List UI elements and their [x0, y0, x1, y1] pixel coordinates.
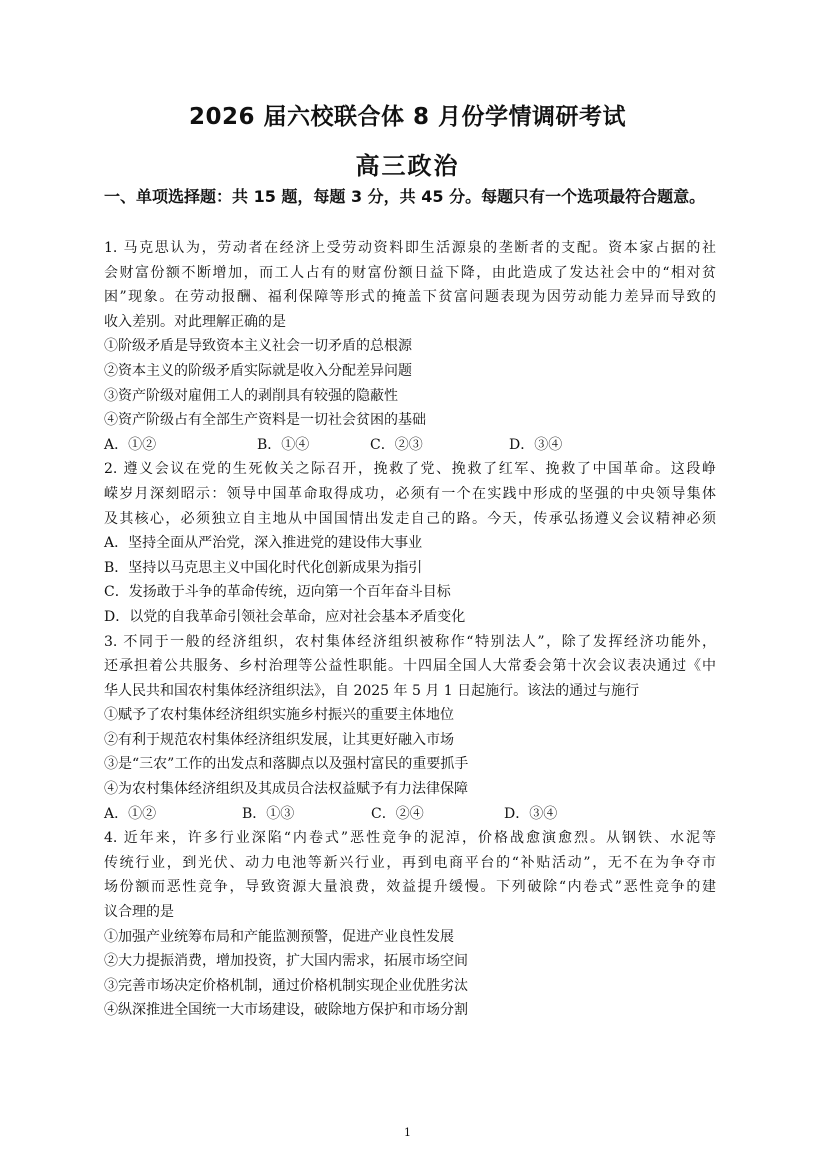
- q4-statement: ④纵深推进全国统一大市场建设，破除地方保护和市场分割: [104, 1002, 468, 1019]
- q1-option-b: B．①④: [257, 436, 310, 453]
- section-heading: 一、单项选择题：共 15 题，每题 3 分，共 45 分。每题只有一个选项最符合题意。: [104, 187, 706, 206]
- q2-stem-line: 2. 遵义会议在党的生死攸关之际召开，挽救了党、挽救了红军、挽救了中国革命。这段峥: [104, 461, 716, 478]
- q1-statement: ④资产阶级占有全部生产资料是一切社会贫困的基础: [104, 412, 426, 429]
- subject-title: 高三政治: [355, 152, 460, 180]
- q4-stem-line: 议合理的是: [104, 904, 174, 921]
- q1-option-a: A．①②: [104, 436, 157, 453]
- q4-stem-line: 4. 近年来，许多行业深陷“内卷式”恶性竞争的泥淖，价格战愈演愈烈。从钢铁、水泥等: [104, 830, 716, 847]
- q1-options: [104, 433, 716, 458]
- q1-stem-line: 会财富份额不断增加，而工人占有的财富份额日益下降，由此造成了发达社会中的“相对贫: [104, 264, 716, 281]
- q1-statement: ②资本主义的阶级矛盾实际就是收入分配差异问题: [104, 362, 412, 379]
- q3-stem-line: 华人民共和国农村集体经济组织法》，自 2025 年 5 月 1 日起施行。该法的通过与施行: [104, 682, 640, 699]
- q2-option-d: D．以党的自我革命引领社会革命，应对社会基本矛盾变化: [104, 608, 466, 625]
- q2-option-c: C．发扬敢于斗争的革命传统，迈向第一个百年奋斗目标: [104, 584, 451, 601]
- q1-option-c: C．②③: [370, 436, 423, 453]
- q4-stem-line: 场份额而恶性竞争，导致资源大量浪费，效益提升缓慢。下列破除“内卷式”恶性竞争的建: [104, 879, 716, 896]
- q3-statement: ①赋予了农村集体经济组织实施乡村振兴的重要主体地位: [104, 707, 454, 724]
- q3-stem-line: 还承担着公共服务、乡村治理等公益性职能。十四届全国人大常委会第十次会议表决通过《中: [104, 658, 716, 675]
- exam-title: 2026 届六校联合体 8 月份学情调研考试: [188, 104, 627, 130]
- questions-body: [104, 236, 716, 1023]
- q4-statement: ②大力提振消费，增加投资，扩大国内需求，拓展市场空间: [104, 953, 468, 970]
- q1-stem-line: 收入差别。对此理解正确的是: [104, 313, 286, 330]
- q3-stem-line: 3. 不同于一般的经济组织，农村集体经济组织被称作“特别法人”，除了发挥经济功能外，: [104, 633, 716, 650]
- q2-option-a: A．坚持全面从严治党，深入推进党的建设伟大事业: [104, 535, 423, 552]
- q1-statement: ③资产阶级对雇佣工人的剥削具有较强的隐蔽性: [104, 387, 398, 404]
- q2-stem-line: 嵘岁月深刻昭示：领导中国革命取得成功，必须有一个在实践中形成的坚强的中央领导集体: [104, 485, 716, 502]
- q3-option-b: B．①③: [242, 805, 295, 822]
- q1-stem-line: 1. 马克思认为，劳动者在经济上受劳动资料即生活源泉的垄断者的支配。资本家占据的社: [104, 240, 716, 256]
- q3-statement: ②有利于规范农村集体经济组织发展，让其更好融入市场: [104, 731, 454, 748]
- q4-statement: ①加强产业统筹布局和产能监测预警，促进产业良性发展: [104, 928, 454, 945]
- q3-statement: ③是“三农”工作的出发点和落脚点以及强村富民的重要抓手: [104, 756, 469, 773]
- q1-stem-line: 困”现象。在劳动报酬、福利保障等形式的掩盖下贫富问题表现为因劳动能力差异而导致的: [104, 289, 716, 306]
- q3-option-d: D．③④: [504, 805, 558, 822]
- page-number: 1: [404, 1126, 411, 1139]
- q4-statement: ③完善市场决定价格机制，通过价格机制实现企业优胜劣汰: [104, 977, 468, 994]
- q1-statement: ①阶级矛盾是导致资本主义社会一切矛盾的总根源: [104, 338, 412, 355]
- q3-statement: ④为农村集体经济组织及其成员合法权益赋予有力法律保障: [104, 781, 468, 798]
- q3-option-a: A．①②: [104, 805, 157, 822]
- q3-option-c: C．②④: [371, 805, 424, 822]
- q2-option-b: B．坚持以马克思主义中国化时代化创新成果为指引: [104, 559, 423, 576]
- q1-option-d: D．③④: [509, 436, 563, 453]
- q2-stem-line: 及其核心，必须独立自主地从中国国情出发走自己的路。今天，传承弘扬遵义会议精神必须: [104, 510, 716, 527]
- q4-stem-line: 传统行业，到光伏、动力电池等新兴行业，再到电商平台的“补贴活动”，无不在为争夺市: [104, 854, 716, 871]
- q3-options: [104, 802, 716, 827]
